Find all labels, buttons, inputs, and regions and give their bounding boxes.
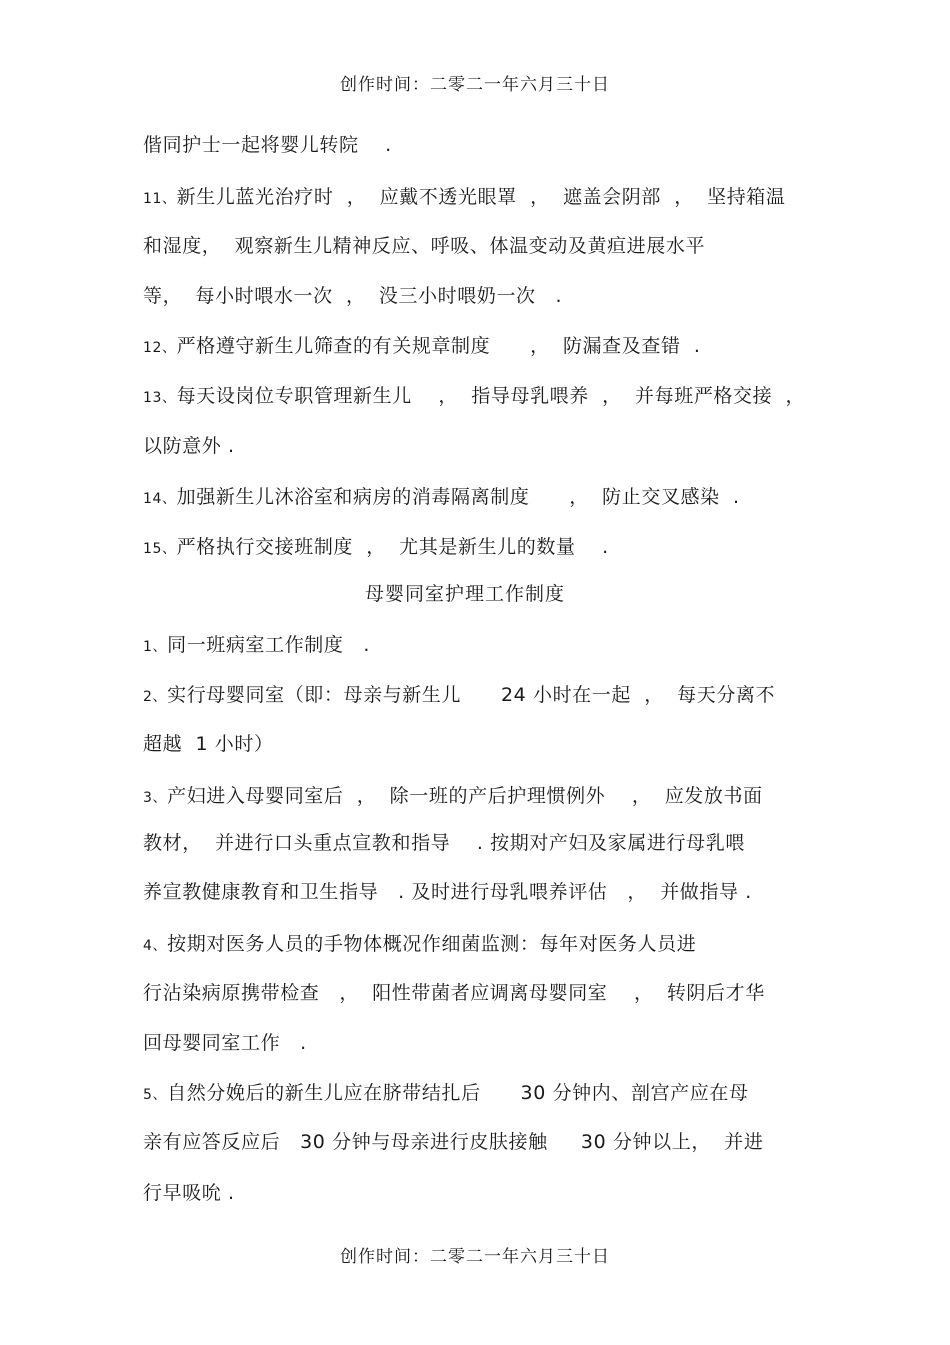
text-line: 亲有应答反应后 30 分钟与母亲进行皮肤接触 30 分钟以上， 并进 (143, 1131, 764, 1153)
text-line: 11、新生儿蓝光治疗时 ， 应戴不透光眼罩 ， 遮盖会阴部 ， 坚持箱温 (143, 186, 786, 208)
text-line: 2、实行母婴同室（即：母亲与新生儿 24 小时在一起 ， 每天分离不 (143, 684, 776, 706)
page-header: 创作时间：二零二一年六月三十日 (340, 75, 610, 95)
text-line: 教材， 并进行口头重点宣教和指导 . 按期对产妇及家属进行母乳喂 (143, 832, 745, 854)
text-line: 等， 每小时喂水一次 ， 没三小时喂奶一次 . (143, 285, 563, 307)
text-line: 以防意外 . (143, 435, 235, 457)
text-line: 和湿度， 观察新生儿精神反应、呼吸、体温变动及黄疸进展水平 (143, 235, 706, 257)
text-line: 超越 1 小时） (143, 733, 274, 755)
text-line: 12、严格遵守新生儿筛查的有关规章制度 ， 防漏查及查错 . (143, 335, 701, 357)
text-line: 行早吸吮 . (143, 1182, 235, 1204)
text-line: 养宣教健康教育和卫生指导 . 及时进行母乳喂养评估 ， 并做指导 . (143, 881, 752, 903)
page-footer: 创作时间：二零二一年六月三十日 (340, 1247, 610, 1267)
text-line: 行沾染病原携带检查 ， 阳性带菌者应调离母婴同室 ， 转阴后才华 (143, 982, 765, 1004)
text-line: 13、每天设岗位专职管理新生儿 ， 指导母乳喂养 ， 并每班严格交接 ， (143, 385, 806, 407)
text-line: 14、加强新生儿沐浴室和病房的消毒隔离制度 ， 防止交叉感染 . (143, 486, 740, 508)
text-line: 4、按期对医务人员的手物体概况作细菌监测：每年对医务人员进 (143, 933, 697, 955)
text-line: 回母婴同室工作 . (143, 1032, 307, 1054)
section-title: 母婴同室护理工作制度 (364, 583, 565, 605)
text-line: 1、同一班病室工作制度 . (143, 634, 371, 656)
text-line: 15、严格执行交接班制度 ， 尤其是新生儿的数量 . (143, 536, 609, 558)
text-line: 3、产妇进入母婴同室后 ， 除一班的产后护理惯例外 ， 应发放书面 (143, 785, 763, 807)
text-line: 偕同护士一起将婴儿转院 . (143, 134, 392, 156)
text-line: 5、自然分娩后的新生儿应在脐带结扎后 30 分钟内、剖宫产应在母 (143, 1082, 749, 1104)
